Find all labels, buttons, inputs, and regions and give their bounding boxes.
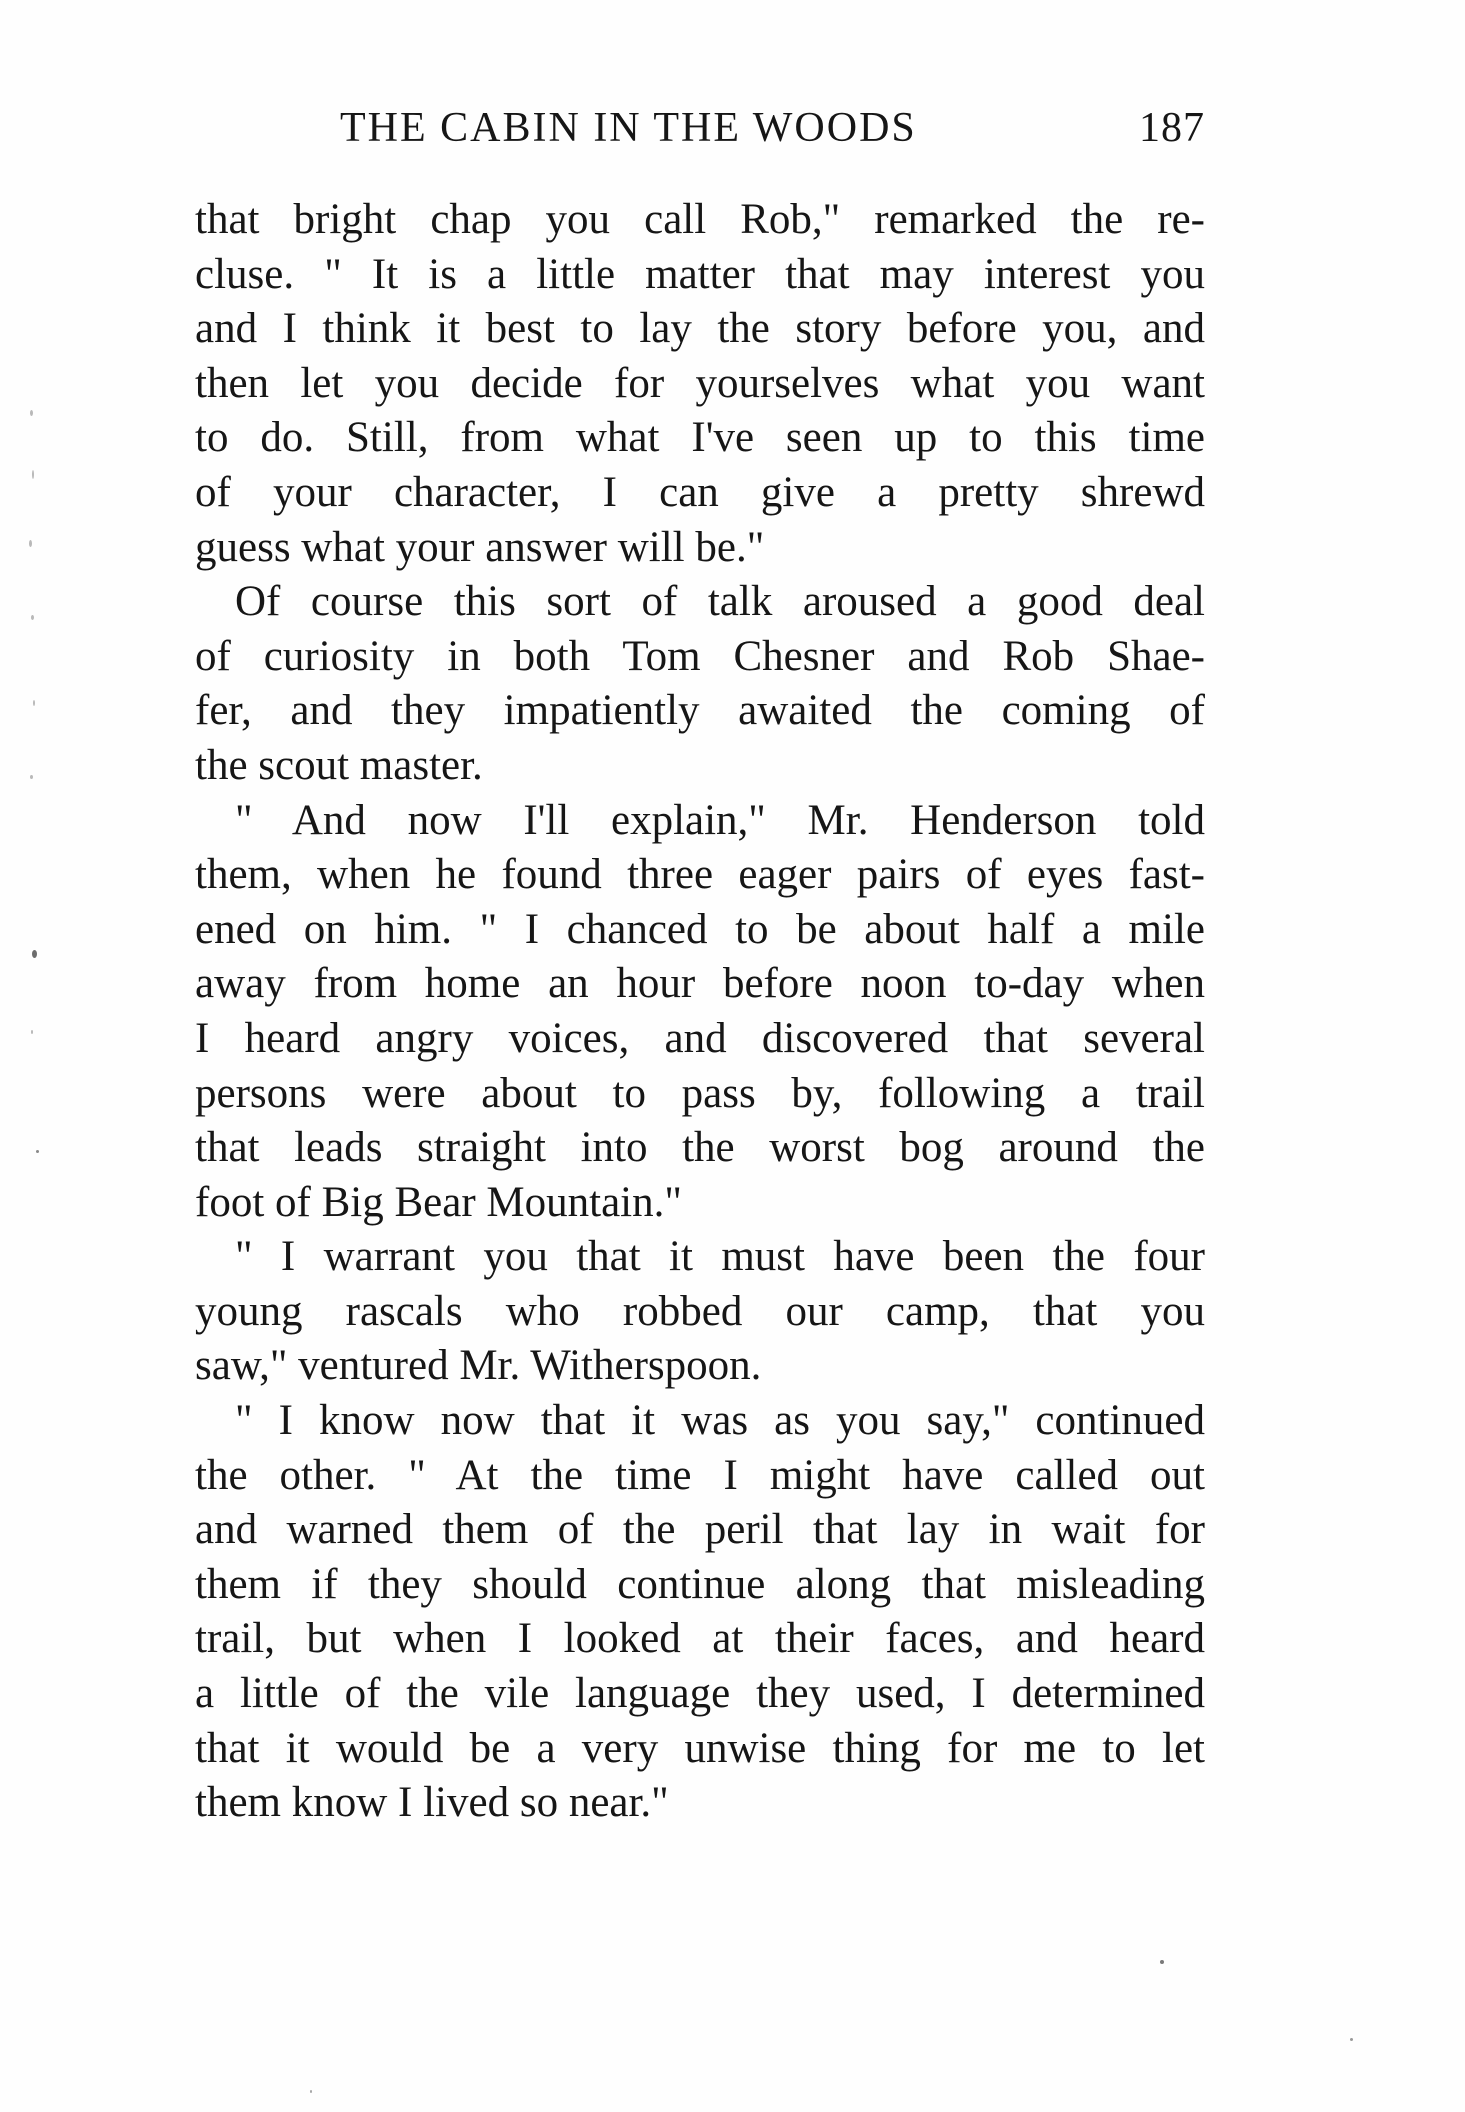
text-line: away from home an hour before noon to-day when bbox=[195, 960, 1205, 1008]
text-line: Of course this sort of talk aroused a good deal bbox=[235, 578, 1205, 626]
text-line: the other. " At the time I might have called out bbox=[195, 1451, 1205, 1499]
text-line: of curiosity in both Tom Chesner and Rob Shae- bbox=[195, 632, 1205, 680]
text-line: " And now I'll explain," Mr. Henderson told bbox=[235, 796, 1205, 844]
text-line: foot of Big Bear Mountain." bbox=[195, 1178, 682, 1226]
scan-speck bbox=[32, 470, 34, 479]
running-head bbox=[195, 104, 1205, 164]
text-line: cluse. " It is a little matter that may interest you bbox=[195, 250, 1205, 298]
text-line: then let you decide for yourselves what you want bbox=[195, 359, 1205, 407]
text-line: trail, but when I looked at their faces, and heard bbox=[195, 1615, 1205, 1663]
text-line: that leads straight into the worst bog around the bbox=[195, 1124, 1205, 1172]
text-line: of your character, I can give a pretty shrewd bbox=[195, 468, 1205, 516]
text-line: young rascals who robbed our camp, that you bbox=[195, 1287, 1205, 1335]
text-line: that it would be a very unwise thing for me to let bbox=[195, 1724, 1205, 1772]
text-line: " I warrant you that it must have been the four bbox=[235, 1233, 1205, 1281]
text-line: persons were about to pass by, following a trail bbox=[195, 1069, 1205, 1117]
text-line: the scout master. bbox=[195, 741, 483, 789]
text-line: " I know now that it was as you say," continued bbox=[235, 1397, 1205, 1445]
text-line: them know I lived so near." bbox=[195, 1779, 669, 1827]
scan-speck bbox=[1350, 2038, 1353, 2041]
text-line: them if they should continue along that misleading bbox=[195, 1560, 1205, 1608]
text-line: them, when he found three eager pairs of eyes fast- bbox=[195, 851, 1205, 899]
scan-speck bbox=[310, 2090, 312, 2093]
scan-speck bbox=[1160, 1960, 1164, 1964]
text-line: I heard angry voices, and discovered that several bbox=[195, 1014, 1205, 1062]
scan-speck bbox=[31, 1030, 33, 1034]
text-line: and I think it best to lay the story before you, and bbox=[195, 305, 1205, 353]
scan-speck bbox=[31, 615, 34, 620]
scan-speck bbox=[36, 1150, 39, 1153]
running-title: THE CABIN IN THE WOODS bbox=[340, 105, 917, 151]
scan-speck bbox=[29, 540, 32, 547]
body-text bbox=[195, 193, 1205, 1831]
text-line: and warned them of the peril that lay in wait for bbox=[195, 1506, 1205, 1554]
page-number: 187 bbox=[1139, 105, 1205, 151]
text-line: to do. Still, from what I've seen up to this time bbox=[195, 414, 1205, 462]
text-line: a little of the vile language they used, I determined bbox=[195, 1670, 1205, 1718]
text-line: saw," ventured Mr. Witherspoon. bbox=[195, 1342, 762, 1390]
scan-speck bbox=[30, 775, 33, 779]
text-line: fer, and they impatiently awaited the coming of bbox=[195, 687, 1205, 735]
text-line: ened on him. " I chanced to be about half a mile bbox=[195, 905, 1205, 953]
scan-speck bbox=[30, 410, 33, 416]
text-line: guess what your answer will be." bbox=[195, 523, 765, 571]
scan-speck bbox=[32, 950, 37, 958]
scan-speck bbox=[33, 700, 35, 706]
text-line: that bright chap you call Rob," remarked the re- bbox=[195, 196, 1205, 243]
